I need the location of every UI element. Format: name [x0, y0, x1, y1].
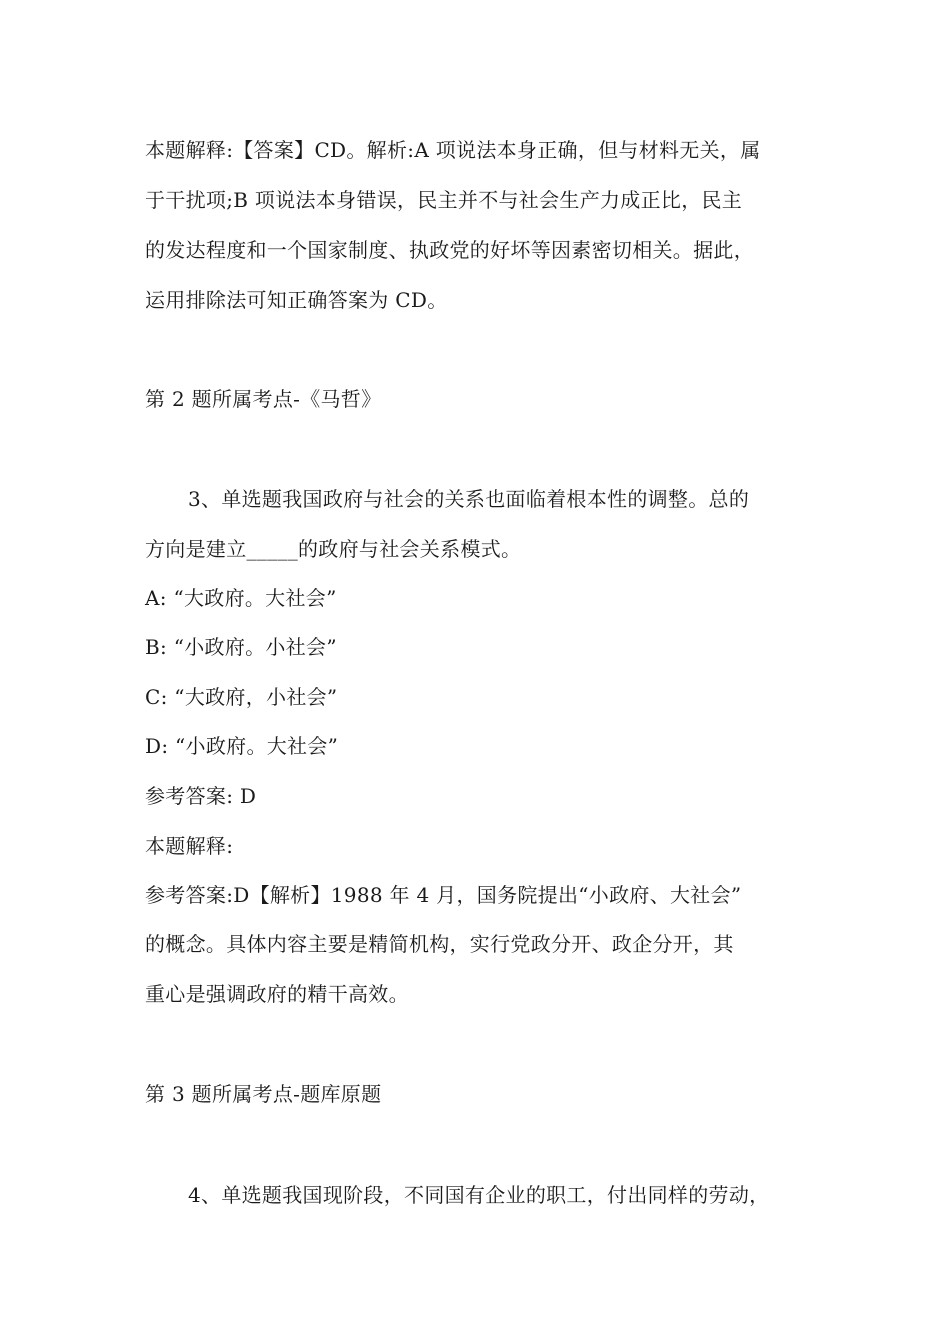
q3-option-d: D: “小政府。大社会”	[145, 734, 339, 758]
q2-explanation-line-3: 的发达程度和一个国家制度、执政党的好坏等因素密切相关。据此，	[145, 238, 754, 262]
q3-answer: 参考答案: D	[145, 784, 257, 808]
q2-explanation-line-4: 运用排除法可知正确答案为 CD。	[145, 288, 448, 312]
q3-explanation-label: 本题解释:	[145, 834, 234, 858]
q3-stem-line-2: 方向是建立_____的政府与社会关系模式。	[145, 537, 522, 561]
q3-explanation-line-3: 重心是强调政府的精干高效。	[145, 982, 409, 1006]
q3-option-a: A: “大政府。大社会”	[145, 586, 337, 610]
q3-explanation-line-2: 的概念。具体内容主要是精简机构，实行党政分开、政企分开，其	[145, 932, 734, 956]
q3-explanation-line-1: 参考答案:D【解析】1988 年 4 月，国务院提出“小政府、大社会”	[145, 883, 742, 907]
q3-option-b: B: “小政府。小社会”	[145, 635, 337, 659]
q2-explanation-line-1: 本题解释:【答案】CD。解析:A 项说法本身正确，但与材料无关，属	[145, 138, 761, 162]
q2-topic: 第 2 题所属考点-《马哲》	[145, 387, 382, 411]
q2-explanation-line-2: 于干扰项;B 项说法本身错误，民主并不与社会生产力成正比，民主	[145, 188, 743, 212]
q3-stem-line-1: 3、单选题我国政府与社会的关系也面临着根本性的调整。总的	[188, 487, 750, 511]
q3-option-c: C: “大政府，小社会”	[145, 685, 338, 709]
q3-topic: 第 3 题所属考点-题库原题	[145, 1082, 382, 1106]
q4-stem-line-1: 4、单选题我国现阶段，不同国有企业的职工，付出同样的劳动，	[188, 1183, 770, 1207]
